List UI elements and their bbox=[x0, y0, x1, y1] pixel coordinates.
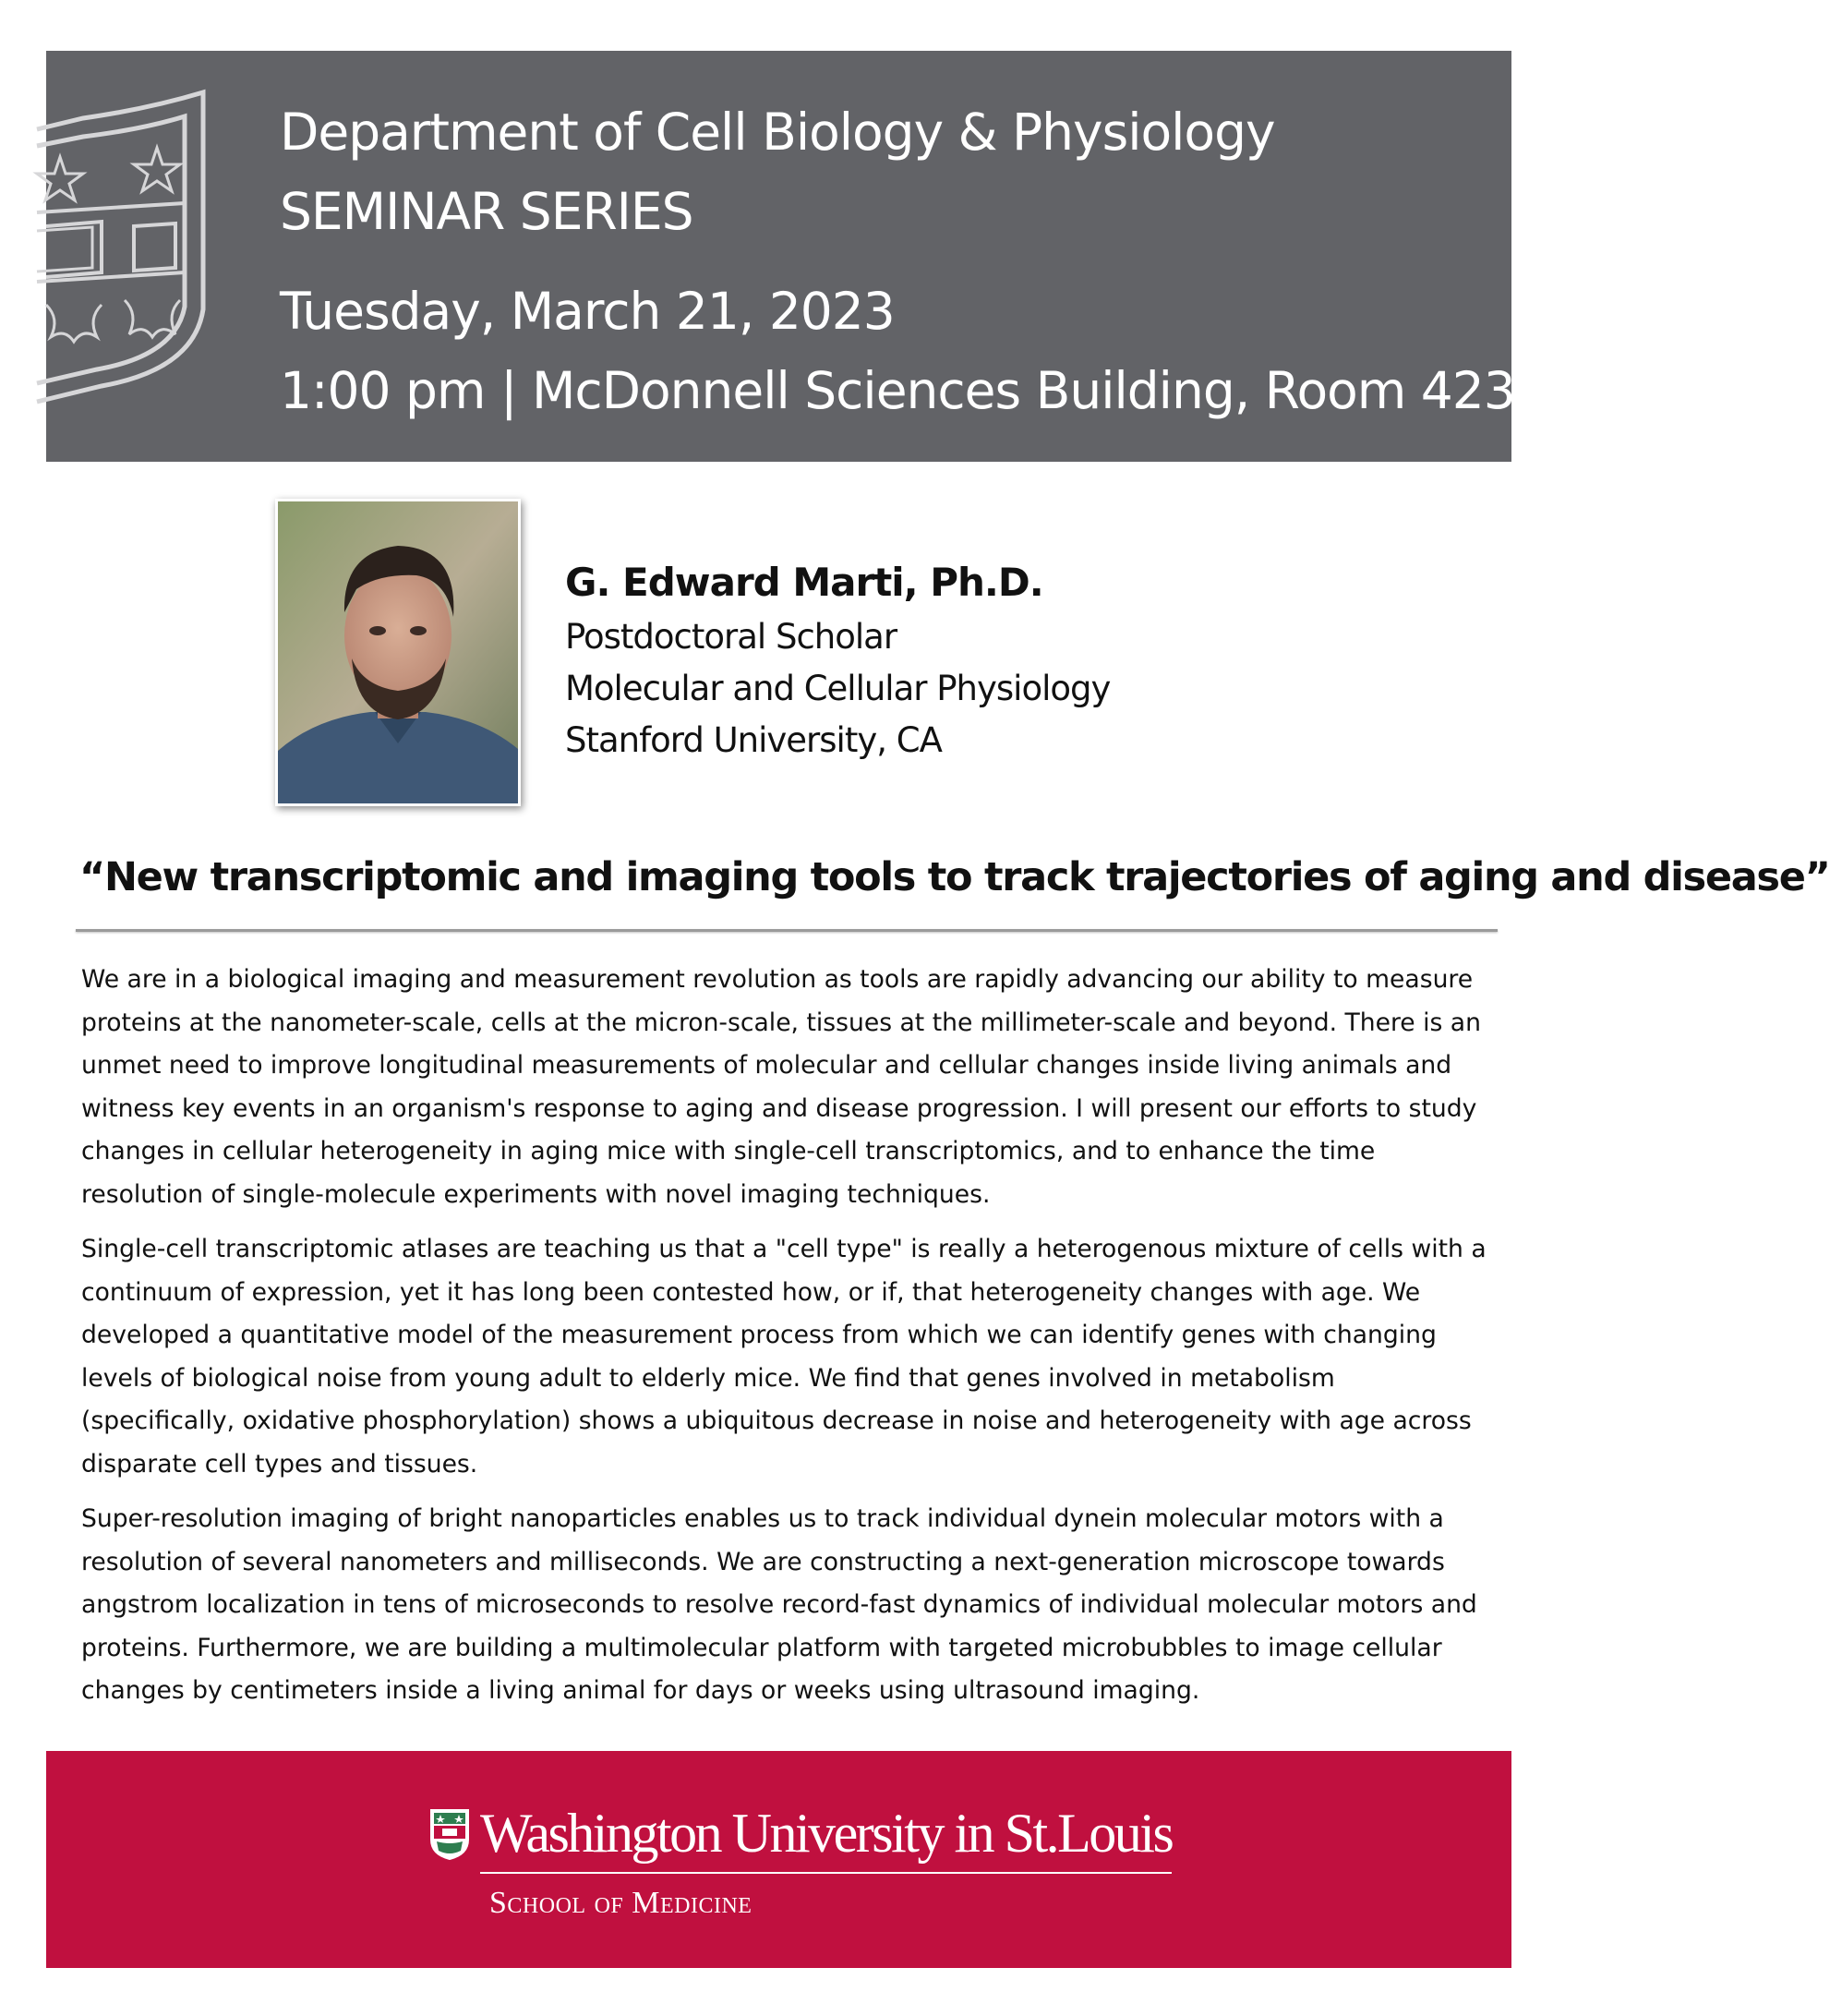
seminar-date: Tuesday, March 21, 2023 bbox=[280, 282, 895, 341]
speaker-info bbox=[565, 554, 1110, 767]
title-divider bbox=[76, 929, 1498, 932]
speaker-institution: Stanford University, CA bbox=[565, 720, 942, 760]
abstract bbox=[81, 959, 1494, 1725]
university-shield-icon bbox=[429, 1808, 470, 1860]
school-name: School of Medicine bbox=[489, 1886, 752, 1920]
speaker-portrait-photo bbox=[275, 499, 521, 806]
speaker-position: Postdoctoral Scholar bbox=[565, 617, 897, 657]
speaker-department: Molecular and Cellular Physiology bbox=[565, 669, 1111, 708]
wordmark-rule bbox=[480, 1872, 1172, 1874]
university-shield-outline-icon bbox=[46, 92, 208, 406]
speaker-name: G. Edward Marti, Ph.D. bbox=[565, 560, 1043, 605]
department-name: Department of Cell Biology & Physiology bbox=[280, 103, 1275, 162]
talk-title: “New transcriptomic and imaging tools to track trajectories of aging and disease” bbox=[79, 854, 1830, 900]
footer-banner bbox=[46, 1751, 1511, 1968]
header-banner bbox=[46, 51, 1515, 462]
abstract-paragraph: Super-resolution imaging of bright nanoparticles enables us to track individual dynein molecular motors with a resolution of several nanometers and milliseconds. We are constructing a next-generation microscope towards angstrom localization in tens of microseconds to resolve record-fast dynamics of individual molecular motors and proteins. Furthermore, we are building a multimolecular platform with targeted microbubbles to image cellular changes by centimeters inside a living animal for days or weeks using ultrasound imaging. bbox=[81, 1504, 1477, 1705]
abstract-paragraph: We are in a biological imaging and measurement revolution as tools are rapidly advancing our ability to measure proteins at the nanometer-scale, cells at the micron-scale, tissues at the millimeter-scale and beyond. There is an unmet need to improve longitudinal measurements of molecular and cellular changes inside living animals and witness key events in an organism's response to aging and disease progression. I will present our efforts to study changes in cellular heterogeneity in aging mice with single-cell transcriptomics, and to enhance the time resolution of single-molecule experiments with novel imaging techniques. bbox=[81, 965, 1481, 1209]
seminar-time-location: 1:00 pm | McDonnell Sciences Building, Room 423 bbox=[280, 361, 1515, 420]
abstract-paragraph: Single-cell transcriptomic atlases are teaching us that a "cell type" is really a heterogenous mixture of cells with a continuum of expression, yet it has long been contested how, or if, that heterogeneity changes with age. We developed a quantitative model of the measurement process from which we can identify genes with changing levels of biological noise from young adult to elderly mice. We find that genes involved in metabolism (specifically, oxidative phosphorylation) shows a ubiquitous decrease in noise and heterogeneity with age across disparate cell types and tissues. bbox=[81, 1235, 1487, 1479]
seminar-series-label: SEMINAR SERIES bbox=[280, 182, 693, 241]
university-wordmark: Washington University in St.Louis bbox=[480, 1803, 1173, 1864]
